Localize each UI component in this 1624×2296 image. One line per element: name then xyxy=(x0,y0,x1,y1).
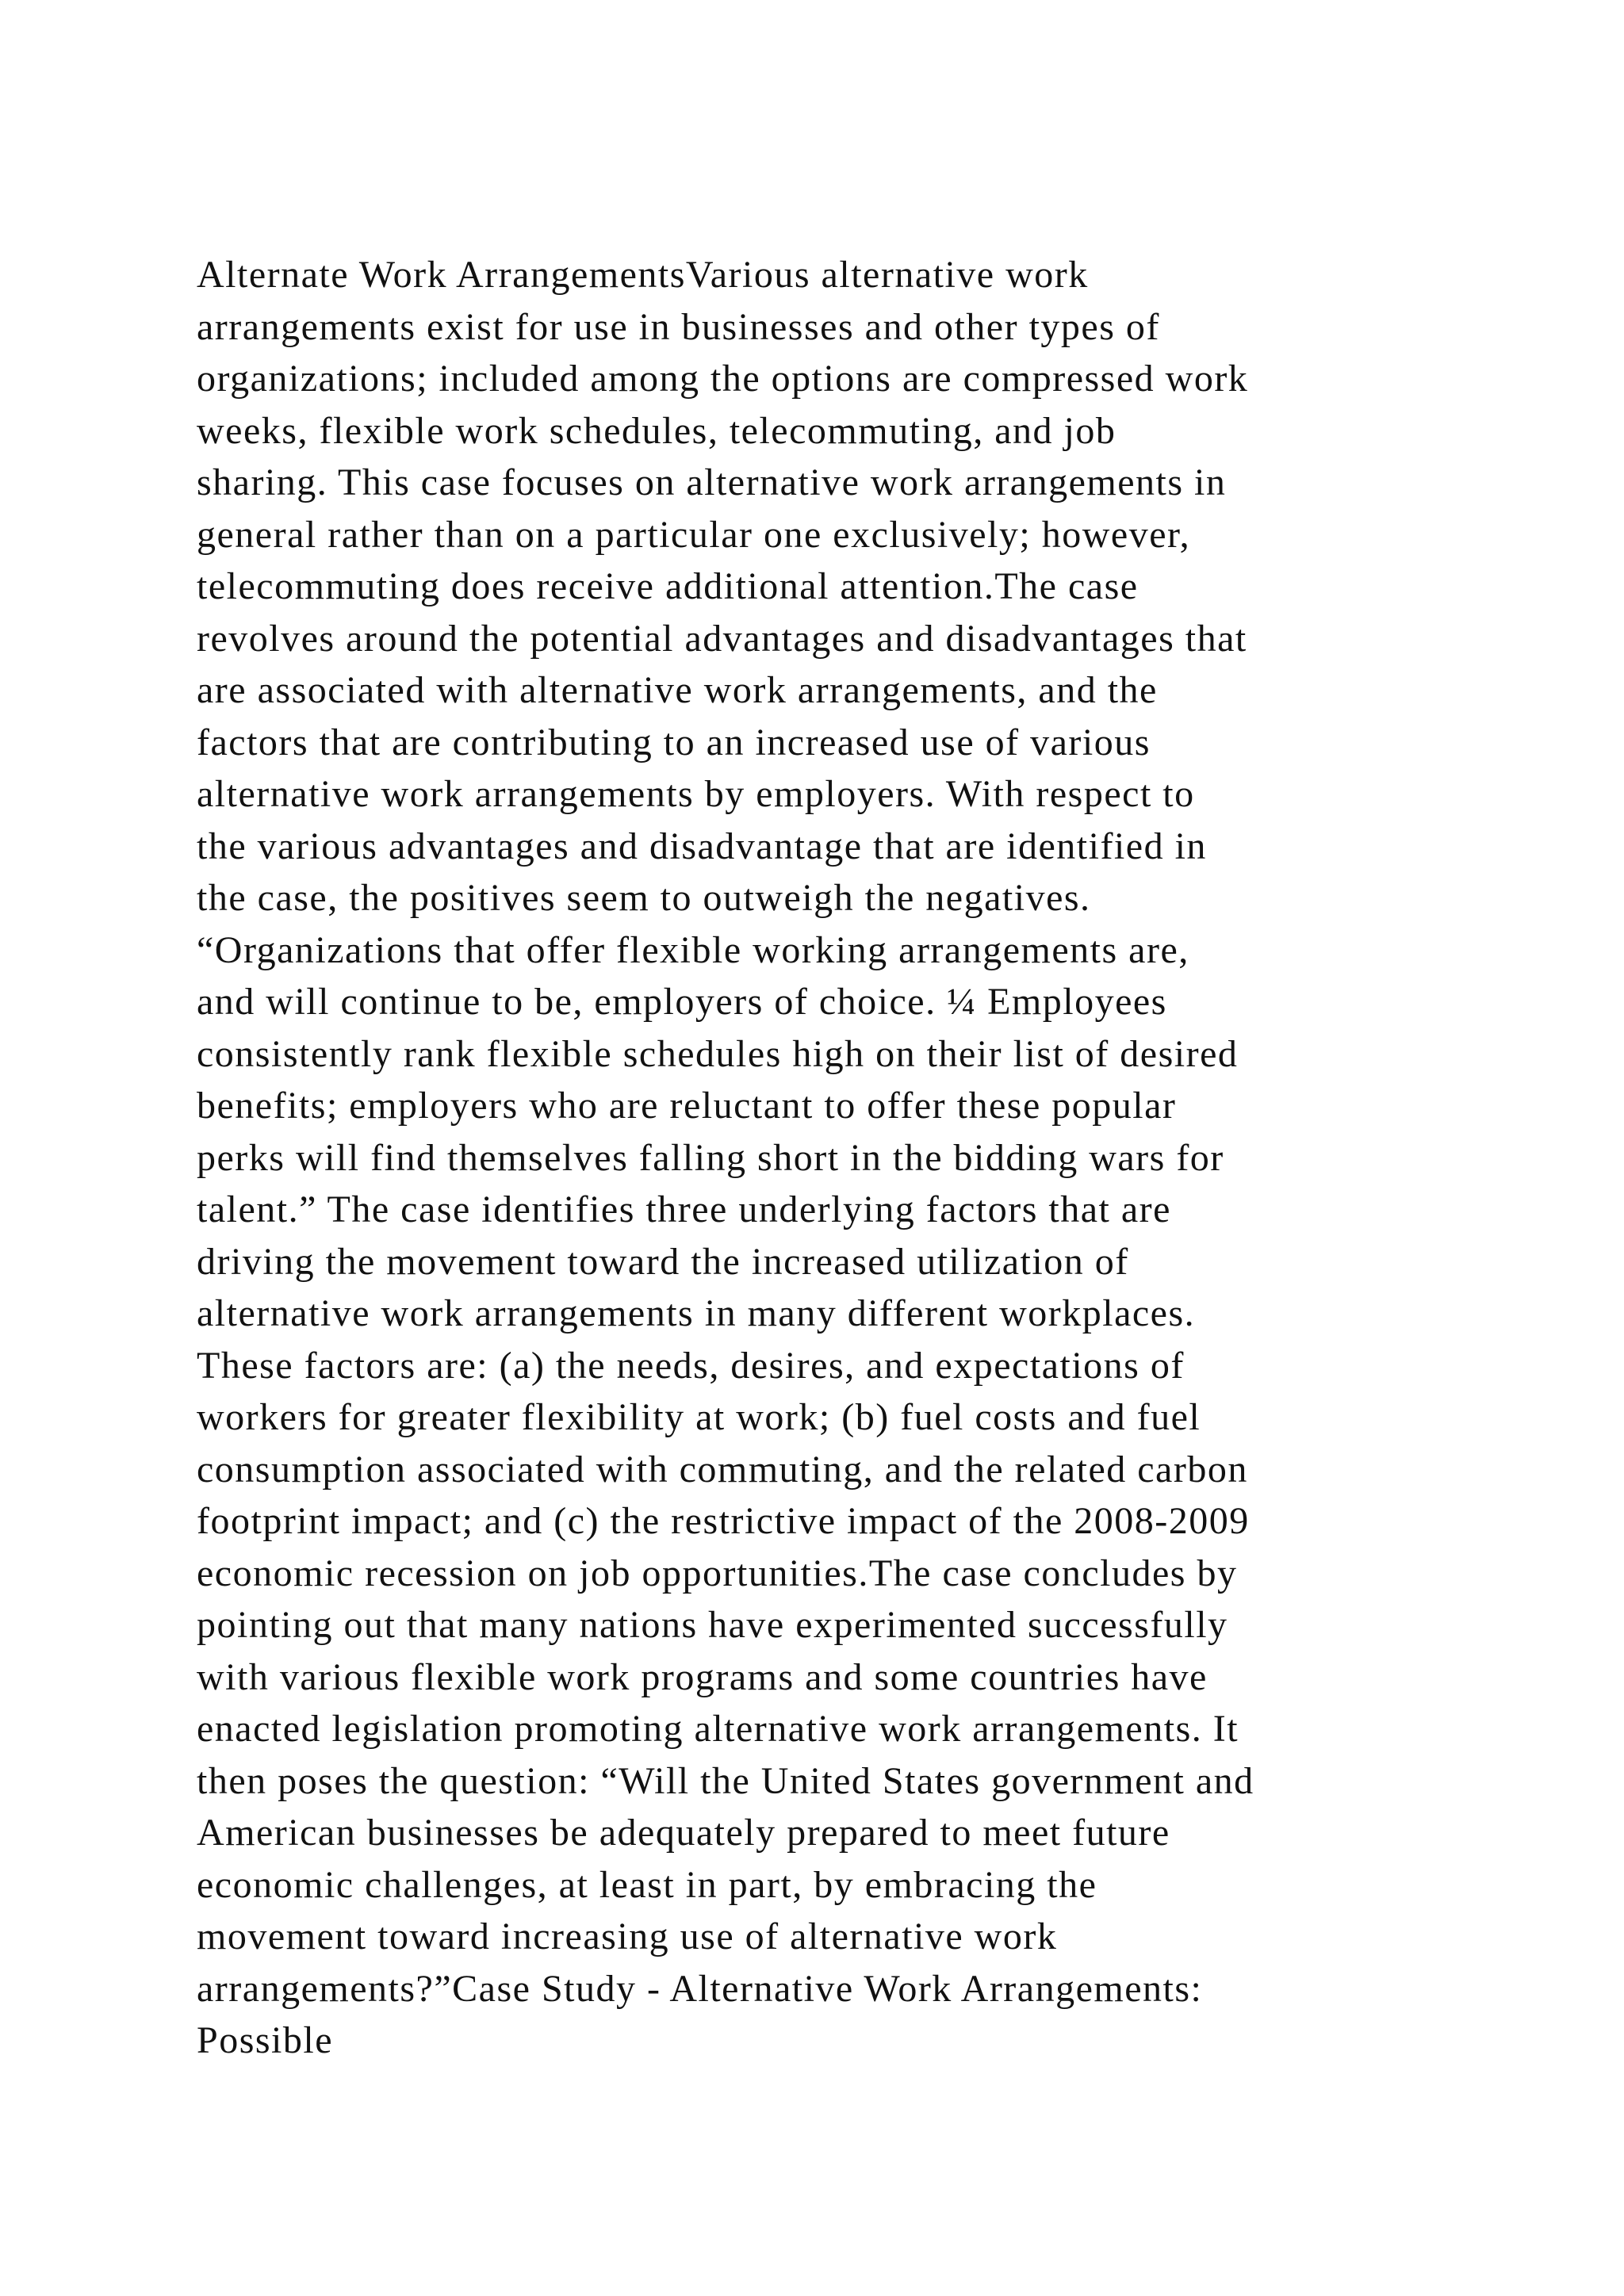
text-line: weeks, flexible work schedules, telecommuting, and job xyxy=(197,409,1116,452)
text-line: organizations; included among the options are compressed work xyxy=(197,358,1249,400)
text-line: These factors are: (a) the needs, desires, and expectations of xyxy=(197,1344,1185,1387)
text-line: benefits; employers who are reluctant to offer these popular xyxy=(197,1085,1177,1127)
text-line: alternative work arrangements by employers. With respect to xyxy=(197,773,1195,815)
text-line: general rather than on a particular one exclusively; however, xyxy=(197,513,1191,556)
text-line: pointing out that many nations have experimented successfully xyxy=(197,1604,1228,1646)
text-line: arrangements exist for use in businesses and other types of xyxy=(197,305,1160,348)
text-line: Alternate Work ArrangementsVarious alternative work xyxy=(197,254,1089,296)
text-line: perks will find themselves falling short in the bidding wars for xyxy=(197,1136,1224,1179)
text-line: the case, the positives seem to outweigh the negatives. xyxy=(197,877,1091,919)
text-line: footprint impact; and (c) the restrictive impact of the 2008-2009 xyxy=(197,1500,1250,1542)
text-line: are associated with alternative work arrangements, and the xyxy=(197,669,1158,711)
text-line: Possible xyxy=(197,2019,334,2061)
text-line: arrangements?”Case Study - Alternative Work Arrangements: xyxy=(197,1967,1203,2010)
text-line: workers for greater flexibility at work; (b) fuel costs and fuel xyxy=(197,1396,1201,1438)
text-line: then poses the question: “Will the United States government and xyxy=(197,1759,1254,1802)
text-line: revolves around the potential advantages and disadvantages that xyxy=(197,617,1247,660)
text-line: movement toward increasing use of alternative work xyxy=(197,1915,1058,1957)
text-line: driving the movement toward the increased utilization of xyxy=(197,1240,1129,1283)
body-text xyxy=(197,249,1497,2067)
text-line: consistently rank flexible schedules high on their list of desired xyxy=(197,1032,1239,1075)
text-line: “Organizations that offer flexible working arrangements are, xyxy=(197,928,1189,971)
text-line: talent.” The case identifies three underlying factors that are xyxy=(197,1188,1171,1230)
text-line: telecommuting does receive additional attention.The case xyxy=(197,565,1139,607)
text-line: consumption associated with commuting, and the related carbon xyxy=(197,1448,1248,1490)
text-line: enacted legislation promoting alternative work arrangements. It xyxy=(197,1708,1239,1750)
text-line: and will continue to be, employers of choice. ¼ Employees xyxy=(197,981,1167,1023)
text-line: alternative work arrangements in many different workplaces. xyxy=(197,1292,1196,1334)
text-line: factors that are contributing to an increased use of various xyxy=(197,721,1151,763)
text-line: economic recession on job opportunities.The case concludes by xyxy=(197,1552,1238,1594)
text-line: American businesses be adequately prepared to meet future xyxy=(197,1812,1170,1854)
text-line: the various advantages and disadvantage that are identified in xyxy=(197,825,1207,867)
text-line: economic challenges, at least in part, by embracing the xyxy=(197,1863,1097,1906)
text-line: sharing. This case focuses on alternative work arrangements in xyxy=(197,461,1227,503)
text-line: with various flexible work programs and some countries have xyxy=(197,1655,1208,1698)
